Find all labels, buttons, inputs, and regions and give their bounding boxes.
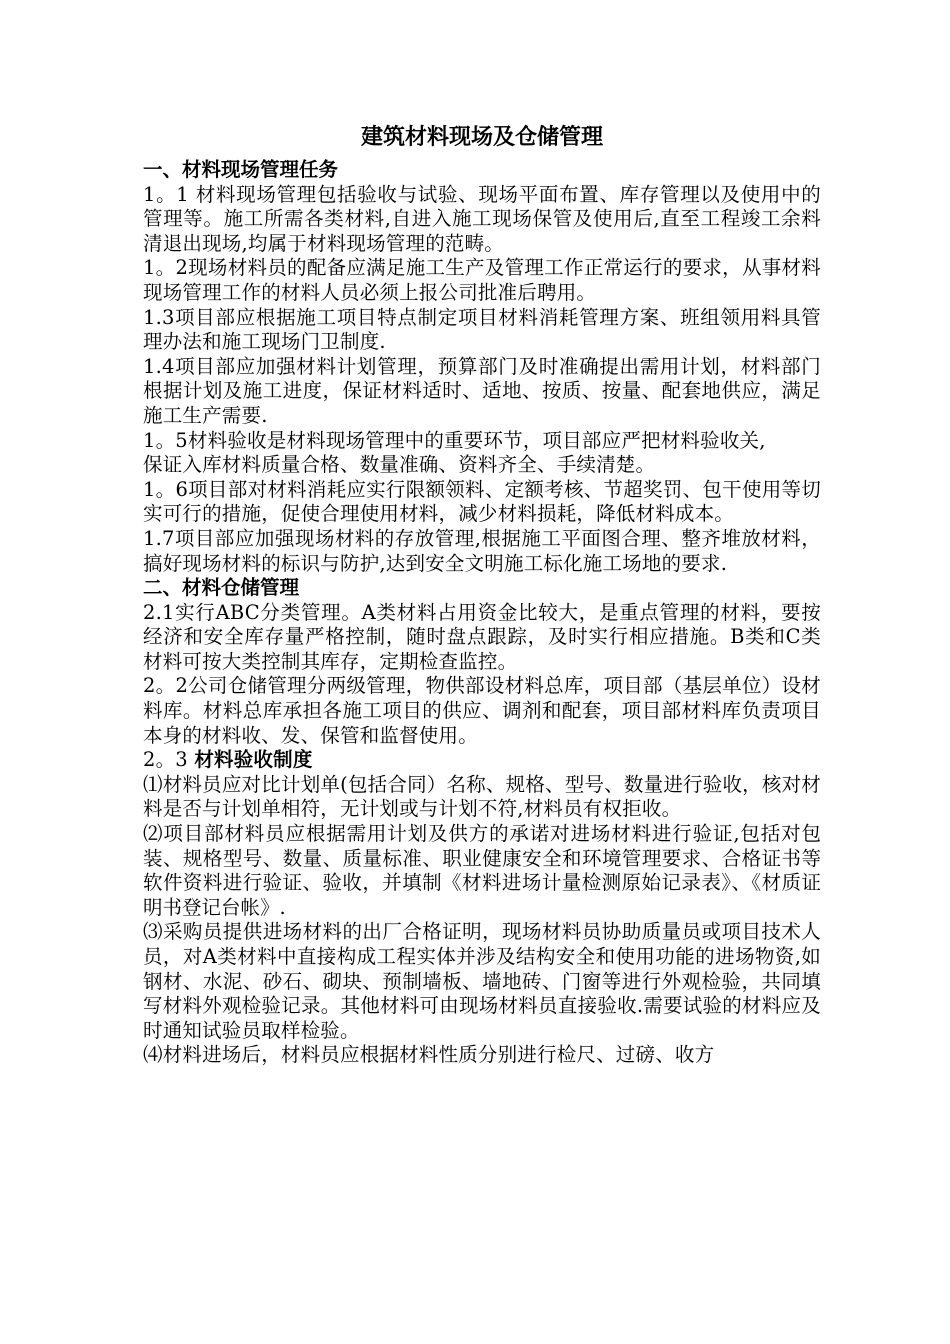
- subsection-title: 材料验收制度: [194, 748, 313, 772]
- paragraph-1-4: 1.4项目部应加强材料计划管理，预算部门及时准确提出需用计划，材料部门根据计划及施工进度，保证材料适时、适地、按质、按量、配套地供应，满足施工生产需要.: [143, 354, 821, 427]
- paragraph-2-1: 2.1实行ABC分类管理。A类材料占用资金比较大，是重点管理的材料，要按经济和安全库存量严格控制，随时盘点跟踪，及时实行相应措施。B类和C类材料可按大类控制其库存，定期检查监控。: [143, 600, 821, 673]
- document-title: 建筑材料现场及仓储管理: [360, 125, 603, 150]
- section-heading-1: 一、材料现场管理任务: [143, 158, 339, 181]
- list-item-4: ⑷材料进场后，材料员应根据材料性质分别进行检尺、过磅、收方: [143, 1043, 715, 1067]
- list-item-1: ⑴材料员应对比计划单(包括合同）名称、规格、型号、数量进行验收，核对材料是否与计划单相符，无计划或与计划不符,材料员有权拒收。: [143, 772, 821, 821]
- paragraph-1-3: 1.3项目部应根据施工项目特点制定项目材料消耗管理方案、班组领用料具管理办法和施工现场门卫制度.: [143, 305, 821, 354]
- paragraph-1-5a: 1。5材料验收是材料现场管理中的重要环节，项目部应严把材料验收关,: [143, 428, 766, 452]
- section-heading-2: 二、材料仓储管理: [143, 576, 300, 600]
- paragraph-1-5b: 保证入库材料质量合格、数量准确、资料齐全、手续清楚。: [143, 453, 656, 477]
- paragraph-1-7: 1.7项目部应加强现场材料的存放管理,根据施工平面图合理、整齐堆放材料，搞好现场材料的标识与防护,达到安全文明施工标化施工场地的要求.: [143, 526, 821, 575]
- document-page: [143, 118, 821, 1068]
- paragraph-2-2: 2。2公司仓储管理分两级管理，物供部设材料总库，项目部（基层单位）设材料库。材料总库承担各施工项目的供应、调剂和配套，项目部材料库负责项目本身的材料收、发、保管和监督使用。: [143, 674, 821, 747]
- paragraph-1-1: 1。1 材料现场管理包括验收与试验、现场平面布置、库存管理以及使用中的管理等。施工所需各类材料,自进入施工现场保管及使用后,直至工程竣工余料清退出现场,均属于材料现场管理的范畴。: [143, 182, 821, 255]
- list-item-3: ⑶采购员提供进场材料的出厂合格证明，现场材料员协助质量员或项目技术人员，对A类材料中直接构成工程实体并涉及结构安全和使用功能的进场物资,如钢材、水泥、砂石、砌块、预制墙板、墙地砖、门窗等进行外观检验，共同填写材料外观检验记录。其他材料可由现场材料员直接验收.需要试验的材料应及时通知试验员取样检验。: [143, 920, 821, 1042]
- paragraph-1-2: 1。2现场材料员的配备应满足施工生产及管理工作正常运行的要求，从事材料现场管理工作的材料人员必须上报公司批准后聘用。: [143, 256, 821, 304]
- subsection-number: 2。3: [143, 748, 195, 772]
- paragraph-2-3-heading: [143, 748, 821, 773]
- paragraph-1-6: 1。6项目部对材料消耗应实行限额领料、定额考核、节超奖罚、包干使用等切实可行的措施，促使合理使用材料，减少材料损耗，降低材料成本。: [143, 477, 821, 526]
- list-item-2: ⑵项目部材料员应根据需用计划及供方的承诺对进场材料进行验证,包括对包装、规格型号、数量、质量标准、职业健康安全和环境管理要求、合格证书等软件资料进行验证、验收，并填制《材料进场计量检测原始记录表》、《材质证明书登记台帐》.: [143, 822, 821, 919]
